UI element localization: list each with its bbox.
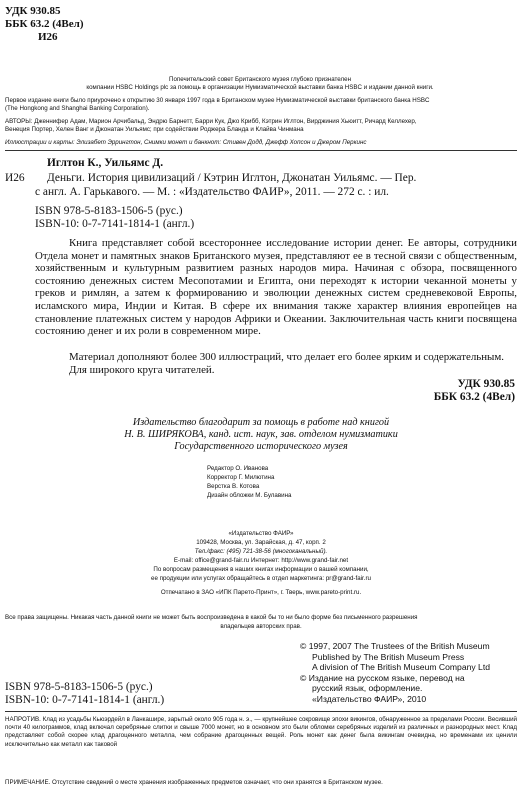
note-opposite: НАПРОТИВ. Клад из усадьбы Кьюэрдейл в Ланкашире, зарытый около 905 года н. э., — крупнейшее сокровище эпохи викингов, обнаруженное за пределами России. Весивший почти 40 килограммов, клад включал серебряные слитки и свыше 7000 монет, но в основном это были обломки серебряных изделий из различных и разнородных мест. Клад представляет собой скорее клад драгоценного металла, чем собрание драгоценных вещей. Роль монет как денег была викингам очевидна, но временами их ценили исключительно как металл как таковой (5, 716, 517, 748)
bib-title-line-2: с англ. А. Гарькавого. — М. : «Издательство ФАИР», 2011. — 272 с. : ил. (35, 186, 389, 198)
copyright-line-5: русский язык, оформление. (312, 683, 423, 694)
annotation-paragraph-2: Материал дополняют более 300 иллюстраций, что делает его более ярким и содержательным. (69, 351, 504, 363)
isbn-eng-bottom: ISBN-10: 0-7-7141-1814-1 (англ.) (5, 694, 165, 706)
printer-info: Отпечатано в ЗАО «ИПК Парето-Принт», г. Тверь, www.pareto-print.ru. (160, 589, 362, 596)
note-remark: ПРИМЕЧАНИЕ. Отсутствие сведений о месте хранения изображенных предметов означает, что они хранятся в Британском музее. (5, 779, 383, 786)
author-mark-top: И26 (38, 31, 58, 43)
bib-authors: Иглтон К., Уильямс Д. (47, 157, 164, 169)
council-line-1: Попечительский совет Британского музея глубоко признателен (169, 76, 351, 83)
authors-line-1: АВТОРЫ: Дженнифер Адам, Марион Арчибальд, Эндрю Барнетт, Барри Кук, Джо Крибб, Кэтрин Иглтон, Вирджиния Хьюитт, Ричард Келлехер, (5, 118, 417, 125)
annotation-bbk: ББК 63.2 (4Вел) (433, 391, 515, 403)
annotation-udk: УДК 930.85 (457, 378, 515, 390)
rights-line-2: владельцев авторских прав. (220, 623, 302, 630)
copyright-line-1: © 1997, 2007 The Trustees of the British Museum (300, 641, 490, 651)
udk-code-top: УДК 930.85 (5, 5, 61, 17)
publisher-email: E-mail: office@grand-fair.ru Интернет: http://www.grand-fair.net (173, 557, 349, 564)
staff-layout: Верстка В. Котова (207, 483, 260, 490)
staff-proofreader: Корректор Г. Милютина (207, 474, 275, 481)
bbk-code-top: ББК 63.2 (4Вел) (5, 18, 84, 30)
bib-isbn-rus: ISBN 978-5-8183-1506-5 (рус.) (35, 205, 183, 217)
bib-isbn-eng: ISBN-10: 0-7-7141-1814-1 (англ.) (35, 218, 195, 230)
copyright-block (300, 641, 490, 705)
copyright-line-6: «Издательство ФАИР», 2010 (312, 693, 427, 704)
bib-mark: И26 (5, 172, 25, 184)
annotation-paragraph-1: Книга представляет собой всестороннее исследование истории денег. Ее авторы, сотрудники Отдела монет и памятных знаков Британского музея, представляют ее в тесной связи с общественным, хозяйственным и культурным развитием разных народов мира. Начиная с обзора, посвященного состоянию денежных систем Месопотамии и Египта, они переходят к истории чеканной монеты у греков и римлян, а затем к формированию и эволюции денежных систем средневековой Европы, исламского мира, Индии и Китая. В сфере их внимания также характер влияния европейцев на становление платежных систем у народов Африки и Океании. Заключительная часть книги посвящена состоянию денег и их роли в современном мире. (35, 237, 517, 338)
publisher-name: «Издательство ФАИР» (228, 530, 294, 537)
copyright-line-4: © Издание на русском языке, перевод на (300, 672, 465, 683)
authors-line-2: Венеция Портер, Хелен Ванг и Джонатан Уильямс; при содействии Роджера Бланда и Клайва Чинмана (5, 126, 304, 133)
staff-cover-design: Дизайн обложки М. Булавина (207, 492, 292, 499)
thanks-line-1: Издательство благодарит за помощь в работе над книгой (132, 417, 390, 428)
thanks-line-3: Государственного исторического музея (174, 441, 348, 452)
first-edition-line-1: Первое издание книги было приурочено к открытию 30 января 1997 года в Британском музее Нумизматической выставки британского банка HSBC (5, 97, 430, 104)
publisher-ads-line-1: По вопросам размещения в наших книгах информации о вашей компании, (153, 566, 369, 573)
copyright-line-2: Published by The British Museum Press (312, 651, 465, 662)
staff-editor: Редактор О. Иванова (207, 465, 269, 472)
divider-notes (5, 711, 517, 712)
annotation-paragraph-3: Для широкого круга читателей. (69, 364, 215, 376)
divider-top (5, 150, 517, 151)
first-edition-line-2: (The Hongkong and Shanghai Banking Corporation). (5, 105, 150, 112)
publisher-address: 109428, Москва, ул. Зарайская, д. 47, корп. 2 (196, 539, 326, 546)
thanks-line-2: Н. В. ШИРЯКОВА, канд. ист. наук, зав. отделом нумизматики (124, 429, 398, 440)
rights-line-1: Все права защищены. Никакая часть данной книги не может быть воспроизведена в какой бы то ни было форме без письменного разрешения (5, 614, 418, 621)
copyright-line-3: A division of The British Museum Company Ltd (312, 662, 491, 673)
illustrations-credit: Иллюстрации и карты: Элизабет Эррингтон, Снимки монет и банкнот: Стивен Додд, Джефф Хопсон и Джером Перкинс (5, 139, 367, 146)
council-line-2: компании HSBC Holdings plc за помощь в организации Нумизматической выставки банка HSBC и издании данной книги. (86, 84, 434, 91)
bib-title-line-1: Деньги. История цивилизаций / Кэтрин Иглтон, Джонатан Уильямс. — Пер. (47, 172, 417, 184)
publisher-phone: Тел./факс: (495) 721-38-56 (многоканальный). (194, 548, 328, 555)
publisher-ads-line-2: ее продукции или услугах обращайтесь в отдел маркетинга: pr@grand-fair.ru (151, 575, 371, 582)
isbn-rus-bottom: ISBN 978-5-8183-1506-5 (рус.) (5, 681, 153, 693)
